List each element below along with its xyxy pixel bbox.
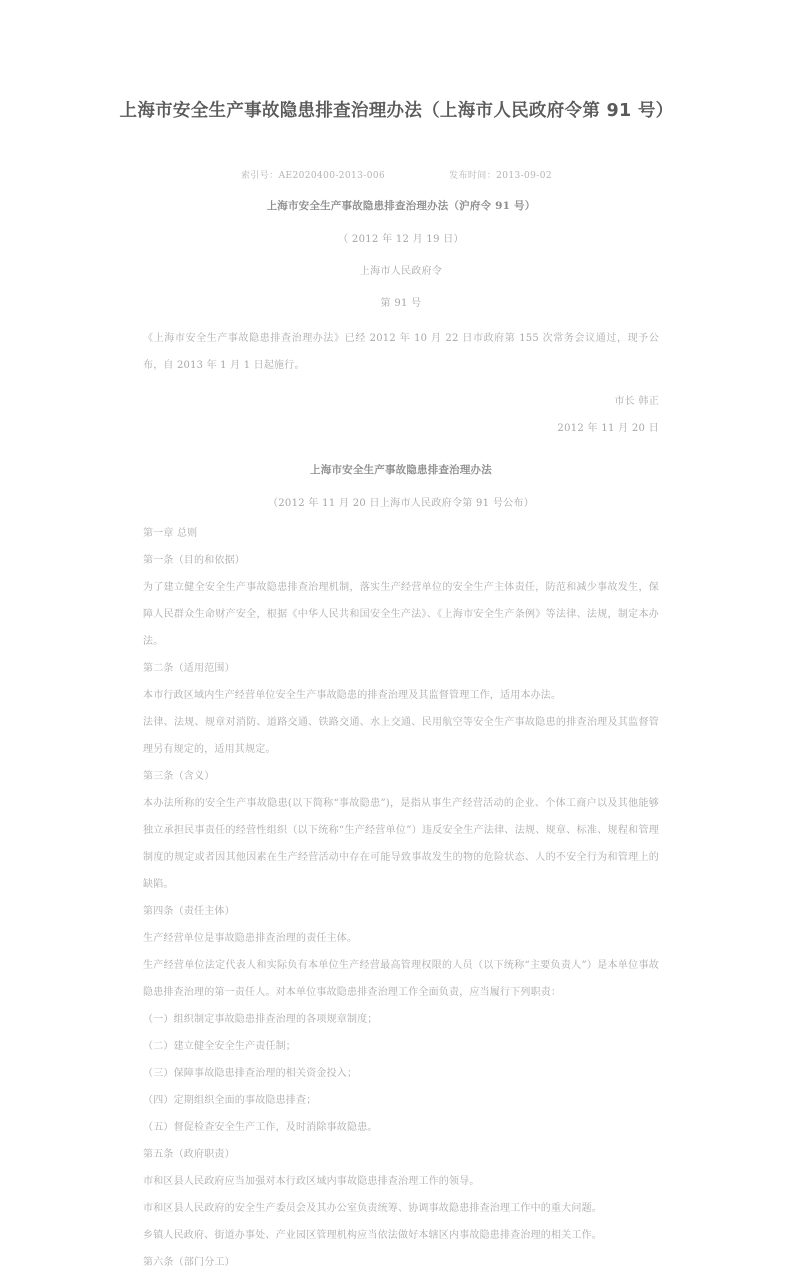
regulation-subtitle: （2012 年 11 月 20 日上海市人民政府令第 91 号公布） (267, 498, 535, 510)
article-list-item: （五）督促检查安全生产工作，及时消除事故隐患。 (143, 1122, 378, 1134)
regulation-header (143, 462, 659, 509)
page-title: 上海市安全生产事故隐患排查治理办法（上海市人民政府令第 91 号） (119, 101, 674, 121)
article-heading: 第三条（含义） (143, 771, 215, 783)
publish-time: 发布时间：2013-09-02 (449, 171, 553, 182)
article-paragraph: 乡镇人民政府、街道办事处、产业园区管理机构应当依法做好本辖区内事故隐患排查治理的相关工作。 (143, 1230, 602, 1242)
document-body (0, 198, 793, 1276)
decree-date: （ 2012 年 12 月 19 日） (338, 234, 464, 246)
chapter-heading: 第一章 总则 (143, 528, 198, 540)
article-paragraph: 生产经营单位是事故隐患排查治理的责任主体。 (143, 933, 358, 945)
signature-date: 2012 年 11 月 20 日 (557, 423, 659, 435)
article-list-item: （一）组织制定事故隐患排查治理的各项规章制度； (143, 1014, 378, 1026)
article-heading: 第六条（部门分工） (143, 1257, 235, 1269)
decree-title: 上海市安全生产事故隐患排查治理办法（沪府令 91 号） (266, 200, 536, 213)
index-number: 索引号：AE2020400-2013-006 (240, 171, 386, 182)
regulation-title: 上海市安全生产事故隐患排查治理办法 (310, 464, 492, 477)
article-paragraph: 为了建立健全安全生产事故隐患排查治理机制，落实生产经营单位的安全生产主体责任，防范和减少事故发生，保障人民群众生命财产安全，根据《中华人民共和国安全生产法》、《上海市安全生产条例》等法律、法规，制定本办法。 (143, 582, 659, 648)
article-list-item: （二）建立健全安全生产责任制； (143, 1041, 296, 1053)
article-paragraph: 市和区县人民政府的安全生产委员会及其办公室负责统筹、协调事故隐患排查治理工作中的重大问题。 (143, 1203, 602, 1215)
promulgation-paragraph: 《上海市安全生产事故隐患排查治理办法》已经 2012 年 10 月 22 日市政府第 155 次常务会议通过，现予公布，自 2013 年 1 月 1 日起施行。 (143, 333, 659, 372)
article-heading: 第二条（适用范围） (143, 663, 235, 675)
article-paragraph: 本办法所称的安全生产事故隐患(以下简称“事故隐患”)，是指从事生产经营活动的企业、个体工商户以及其他能够独立承担民事责任的经营性组织（以下统称“生产经营单位”）违反安全生产法律、法规、规章、标准、规程和管理制度的规定或者因其他因素在生产经营活动中存在可能导致事故发生的物的危险状态、人的不安全行为和管理上的缺陷。 (143, 798, 659, 891)
decree-issuer: 上海市人民政府令 (359, 266, 443, 278)
decree-number: 第 91 号 (380, 298, 422, 310)
article-paragraph: 生产经营单位法定代表人和实际负有本单位生产经营最高管理权限的人员（以下统称“主要负责人”）是本单位事故隐患排查治理的第一责任人。对本单位事故隐患排查治理工作全面负责，应当履行下列职责： (143, 960, 659, 999)
article-paragraph: 本市行政区域内生产经营单位安全生产事故隐患的排查治理及其监督管理工作，适用本办法。 (143, 690, 562, 702)
signature-block (143, 388, 659, 442)
article-heading: 第五条（政府职责） (143, 1149, 235, 1161)
decree-header (143, 198, 659, 309)
article-heading: 第四条（责任主体） (143, 906, 235, 918)
article-list-item: （四）定期组织全面的事故隐患排查； (143, 1095, 317, 1107)
signer-name: 市长 韩正 (614, 396, 659, 408)
document-metadata (0, 168, 793, 181)
article-paragraph: 法律、法规、规章对消防、道路交通、铁路交通、水上交通、民用航空等安全生产事故隐患的排查治理及其监督管理另有规定的，适用其规定。 (143, 717, 659, 756)
article-list-item: （三）保障事故隐患排查治理的相关资金投入； (143, 1068, 358, 1080)
article-paragraph: 市和区县人民政府应当加强对本行政区域内事故隐患排查治理工作的领导。 (143, 1176, 480, 1188)
article-heading: 第一条（目的和依据） (143, 555, 245, 567)
